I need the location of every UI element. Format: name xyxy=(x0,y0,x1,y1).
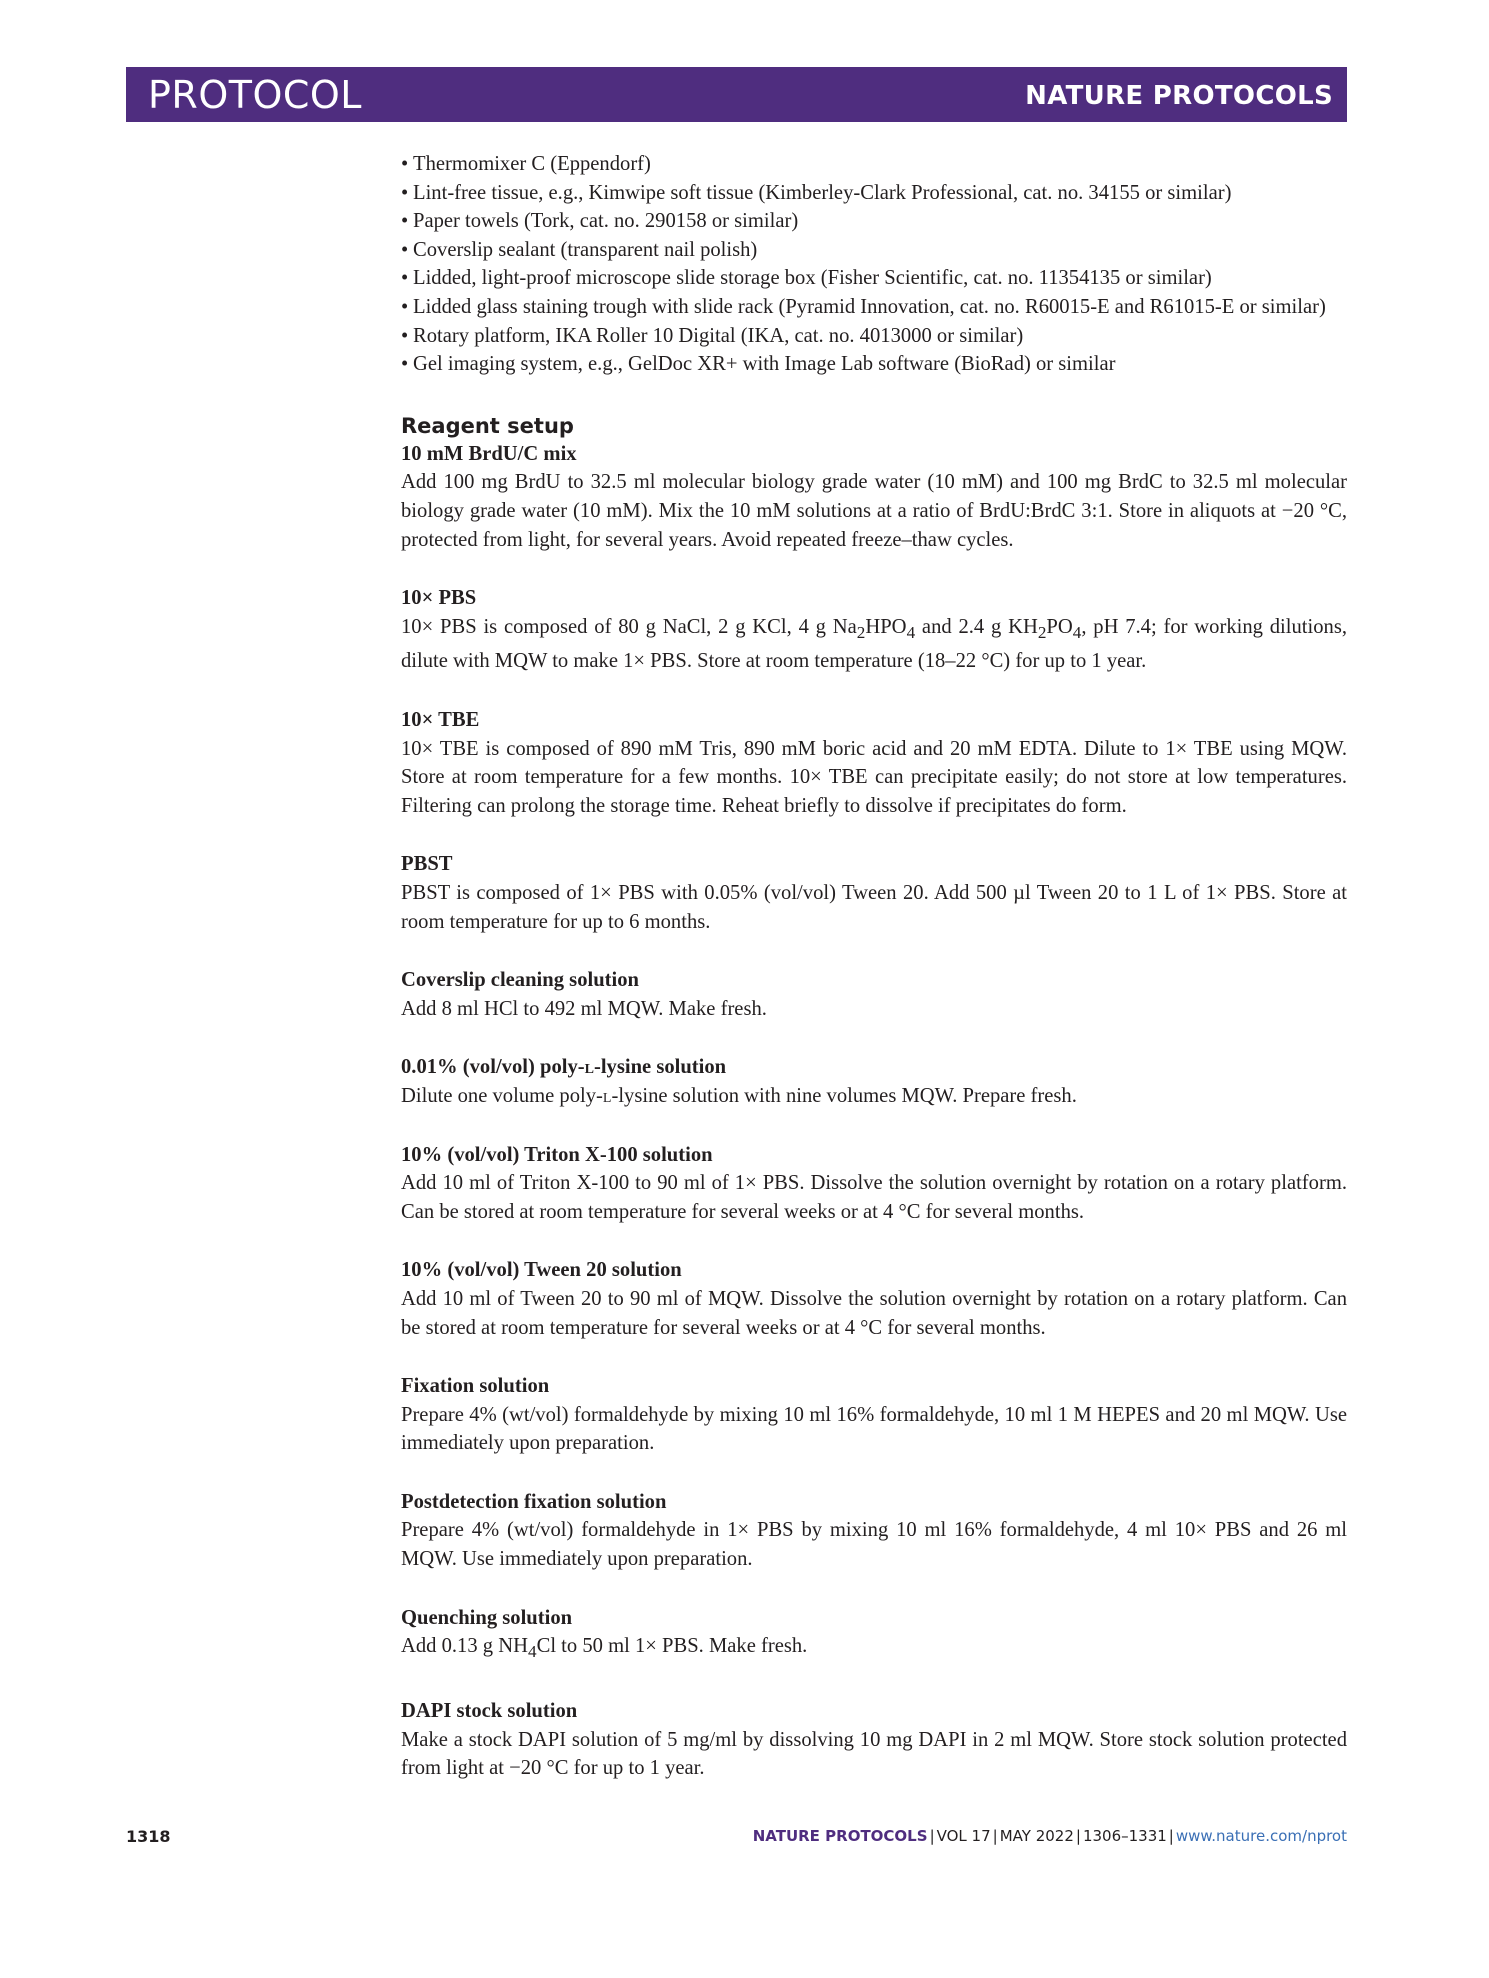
reagent-body: Dilute one volume poly-l-lysine solution with nine volumes MQW. Prepare fresh. xyxy=(401,1084,1077,1107)
reagent-pbst xyxy=(401,850,1347,936)
reagent-body: Prepare 4% (wt/vol) formaldehyde by mixing 10 ml 16% formaldehyde, 10 ml 1 M HEPES and 20 ml MQW. Use immediately upon preparation. xyxy=(401,1403,1347,1455)
reagent-body: Add 10 ml of Triton X-100 to 90 ml of 1× PBS. Dissolve the solution overnight by rotation on a rotary platform. Can be stored at room temperature for several weeks or at 4 °C for several months. xyxy=(401,1172,1347,1223)
reagent-title: 10× PBS xyxy=(401,587,477,610)
equipment-list xyxy=(401,150,1347,379)
bullet-icon: • xyxy=(401,295,409,318)
bullet-icon: • xyxy=(401,324,409,347)
reagent-triton xyxy=(401,1141,1347,1227)
reagent-polylysine xyxy=(401,1053,1347,1110)
equipment-item-text: Paper towels (Tork, cat. no. 290158 or similar) xyxy=(413,210,799,233)
reagent-body: 10× TBE is composed of 890 mM Tris, 890 mM boric acid and 20 mM EDTA. Dilute to 1× TBE using MQW. Store at room temperature for a few months. 10× TBE can precipitate easily; do not store at low temperatures. Filtering can prolong the storage time. Reheat briefly to dissolve if precipitates do form. xyxy=(401,737,1347,817)
equipment-item xyxy=(401,207,1347,236)
reagent-title: DAPI stock solution xyxy=(401,1699,578,1722)
footer-pages: 1306–1331 xyxy=(1082,1827,1167,1845)
footer-volume: VOL 17 xyxy=(936,1827,991,1845)
equipment-item xyxy=(401,322,1347,351)
reagent-tween xyxy=(401,1256,1347,1342)
reagent-pbs xyxy=(401,584,1347,676)
bullet-icon: • xyxy=(401,353,409,376)
equipment-item xyxy=(401,293,1347,322)
bullet-icon: • xyxy=(401,153,409,175)
main-content xyxy=(401,150,1347,1813)
reagent-title: Postdetection fixation solution xyxy=(401,1490,667,1513)
bullet-icon: • xyxy=(401,210,409,233)
footer-separator: | xyxy=(992,1827,998,1845)
equipment-item-text: Coverslip sealant (transparent nail polish) xyxy=(413,238,758,261)
equipment-item xyxy=(401,179,1347,208)
reagent-title: PBST xyxy=(401,853,453,876)
reagent-body: Add 8 ml HCl to 492 ml MQW. Make fresh. xyxy=(401,997,767,1020)
equipment-item-text: Gel imaging system, e.g., GelDoc XR+ with Image Lab software (BioRad) or similar xyxy=(413,353,1116,376)
reagent-tbe xyxy=(401,706,1347,820)
reagent-brdu xyxy=(401,440,1347,554)
reagent-title: 10× TBE xyxy=(401,709,480,732)
reagent-dapi xyxy=(401,1697,1347,1783)
footer-citation xyxy=(753,1827,1347,1845)
footer-separator: | xyxy=(929,1827,935,1845)
reagent-body: Add 100 mg BrdU to 32.5 ml molecular biology grade water (10 mM) and 100 mg BrdC to 32.5 ml molecular biology grade water (10 mM). Mix the 10 mM solutions at a ratio of BrdU:BrdC 3:1. Store in aliquots at −20 °C, protected from light, for several years. Avoid repeated freeze–thaw cycles. xyxy=(401,471,1347,551)
footer-separator: | xyxy=(1168,1827,1174,1845)
reagent-title: 10% (vol/vol) Triton X-100 solution xyxy=(401,1143,713,1166)
equipment-item xyxy=(401,236,1347,265)
reagent-title: 0.01% (vol/vol) poly-l-lysine solution xyxy=(401,1056,727,1079)
equipment-item-text: Lidded glass staining trough with slide rack (Pyramid Innovation, cat. no. R60015-E and R61015-E or similar) xyxy=(413,295,1326,318)
reagent-fixation xyxy=(401,1372,1347,1458)
section-label: PROTOCOL xyxy=(148,73,362,117)
reagent-title: 10 mM BrdU/C mix xyxy=(401,442,577,465)
bullet-icon: • xyxy=(401,181,409,204)
equipment-item-text: Lidded, light-proof microscope slide storage box (Fisher Scientific, cat. no. 11354135 or similar) xyxy=(413,267,1212,290)
reagent-title: Quenching solution xyxy=(401,1606,573,1629)
header-bar xyxy=(126,67,1347,122)
reagent-title: 10% (vol/vol) Tween 20 solution xyxy=(401,1259,682,1282)
bullet-icon: • xyxy=(401,238,409,261)
reagent-title: Fixation solution xyxy=(401,1375,550,1398)
journal-label: NATURE PROTOCOLS xyxy=(1025,81,1333,111)
reagent-body: Prepare 4% (wt/vol) formaldehyde in 1× PBS by mixing 10 ml 16% formaldehyde, 4 ml 10× PBS and 26 ml MQW. Use immediately upon preparation. xyxy=(401,1519,1347,1571)
reagent-body: Make a stock DAPI solution of 5 mg/ml by dissolving 10 mg DAPI in 2 ml MQW. Store stock solution protected from light at −20 °C for up to 1 year. xyxy=(401,1728,1347,1780)
equipment-item xyxy=(401,150,1347,179)
footer-separator: | xyxy=(1075,1827,1081,1845)
footer-date: MAY 2022 xyxy=(999,1827,1074,1845)
equipment-item-text: Rotary platform, IKA Roller 10 Digital (IKA, cat. no. 4013000 or similar) xyxy=(413,324,1024,347)
reagent-postdetection xyxy=(401,1488,1347,1574)
footer-url-link[interactable]: www.nature.com/nprot xyxy=(1175,1827,1347,1845)
reagent-quenching xyxy=(401,1604,1347,1667)
reagent-coverslip xyxy=(401,966,1347,1023)
equipment-item-text: Lint-free tissue, e.g., Kimwipe soft tissue (Kimberley-Clark Professional, cat. no. 34155 or similar) xyxy=(413,181,1232,204)
reagent-body: PBST is composed of 1× PBS with 0.05% (vol/vol) Tween 20. Add 500 µl Tween 20 to 1 L of 1× PBS. Store at room temperature for up to 6 months. xyxy=(401,881,1347,933)
equipment-item xyxy=(401,350,1347,379)
reagent-setup-heading: Reagent setup xyxy=(401,413,574,438)
reagent-body: Add 0.13 g $NH_4Cl$ to 50 ml 1× PBS. Make fresh. xyxy=(401,1635,808,1662)
reagent-body: 10× PBS is composed of 80 g NaCl, 2 g KCl, 4 g $Na_2HPO_4$ and 2.4 g $KH_2PO_4$, pH 7.4; for working dilutions, dilute with MQW to make 1× PBS. Store at room temperature (18–22 °C) for up to 1 year. xyxy=(401,615,1347,673)
reagent-body: Add 10 ml of Tween 20 to 90 ml of MQW. Dissolve the solution overnight by rotation on a rotary platform. Can be stored at room temperature for several weeks or at 4 °C for several months. xyxy=(401,1287,1347,1339)
page-number: 1318 xyxy=(126,1827,171,1846)
reagent-title: Coverslip cleaning solution xyxy=(401,969,639,992)
equipment-item xyxy=(401,264,1347,293)
equipment-item-text: Thermomixer C (Eppendorf) xyxy=(413,153,651,175)
bullet-icon: • xyxy=(401,267,409,290)
footer-journal: NATURE PROTOCOLS xyxy=(752,1827,928,1845)
